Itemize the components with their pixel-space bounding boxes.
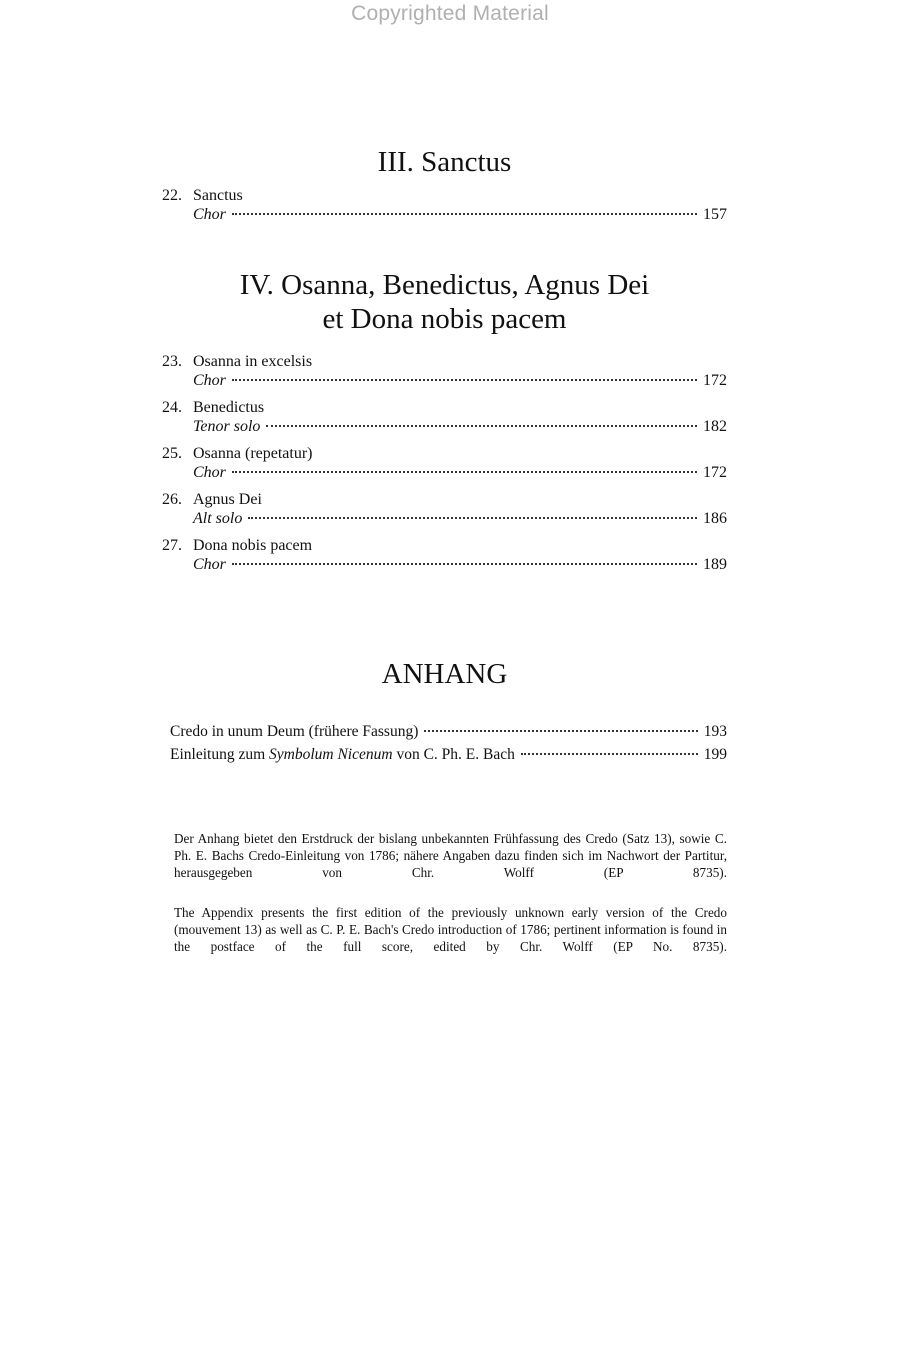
entry-number: 27. [162, 537, 182, 554]
toc-entry-27 [162, 536, 727, 574]
section-title-osanna: IV. Osanna, Benedictus, Agnus Dei [239, 269, 650, 301]
entry-title: Agnus Dei [193, 491, 262, 508]
toc-entry-24 [162, 398, 727, 436]
dot-leader [232, 213, 697, 215]
text-part: von C. Ph. E. Bach [392, 746, 515, 763]
entry-number: 22. [162, 187, 182, 204]
entry-title: Benedictus [193, 399, 265, 416]
entry-performer: Alt solo [193, 510, 243, 527]
entry-page-number: 199 [703, 746, 727, 763]
entry-title: Sanctus [193, 187, 243, 204]
anhang-entry-text: Credo in unum Deum (frühere Fassung) [170, 723, 419, 740]
dot-leader [521, 753, 698, 755]
entry-performer: Tenor solo [193, 418, 261, 435]
dot-leader [232, 379, 697, 381]
dot-leader [232, 563, 697, 565]
toc-entry-26 [162, 490, 727, 528]
toc-entry-25 [162, 444, 727, 482]
entry-page-number: 157 [703, 206, 727, 223]
anhang-entry-credo [170, 721, 727, 743]
dot-leader [266, 425, 697, 427]
entry-page-number: 172 [703, 464, 727, 481]
entry-number: 25. [162, 445, 182, 462]
entry-page-number: 193 [703, 723, 727, 740]
section-title-osanna-line2: et Dona nobis pacem [322, 303, 567, 335]
text-part: Einleitung zum [170, 746, 270, 763]
section-title-sanctus: III. Sanctus [377, 146, 512, 178]
anhang-entry-text [170, 744, 515, 766]
entry-page-number: 186 [703, 510, 727, 527]
toc-entry-22 [162, 186, 727, 224]
dot-leader [232, 471, 697, 473]
entry-number: 24. [162, 399, 182, 416]
entry-performer: Chor [193, 464, 226, 481]
entry-page-number: 172 [703, 372, 727, 389]
entry-page-number: 189 [703, 556, 727, 573]
note-english: The Appendix presents the first edition of the previously unknown early version of the Credo (mouvement 13) as well as C. P. E. Bach's Credo introduction of 1786; pertinent information is found in the postface of the full score, edited by Chr. Wolff (EP No. 8735). [174, 905, 727, 954]
entry-title: Osanna in excelsis [193, 353, 313, 370]
copyright-watermark: Copyrighted Material [351, 2, 549, 25]
entry-performer: Chor [193, 372, 226, 389]
anhang-entry-einleitung [170, 744, 727, 766]
section-title-anhang: ANHANG [381, 658, 508, 690]
toc-entry-23 [162, 352, 727, 390]
dot-leader [424, 730, 697, 732]
entry-performer: Chor [193, 556, 226, 573]
entry-number: 26. [162, 491, 182, 508]
appendix-notes [174, 830, 727, 978]
entry-number: 23. [162, 353, 182, 370]
entry-performer: Chor [193, 206, 226, 223]
entry-title: Osanna (repetatur) [193, 445, 313, 462]
entry-page-number: 182 [703, 418, 727, 435]
note-german: Der Anhang bietet den Erstdruck der bislang unbekannten Frühfassung des Credo (Satz 13), sowie C. Ph. E. Bachs Credo-Einleitung von 1786; nähere Angaben dazu finden sich im Nachwort der Partitur, herausgegeben von Chr. Wolff (EP 8735). [174, 831, 727, 880]
dot-leader [248, 517, 697, 519]
work-title: Symbolum Nicenum [269, 746, 393, 763]
entry-title: Dona nobis pacem [193, 537, 313, 554]
